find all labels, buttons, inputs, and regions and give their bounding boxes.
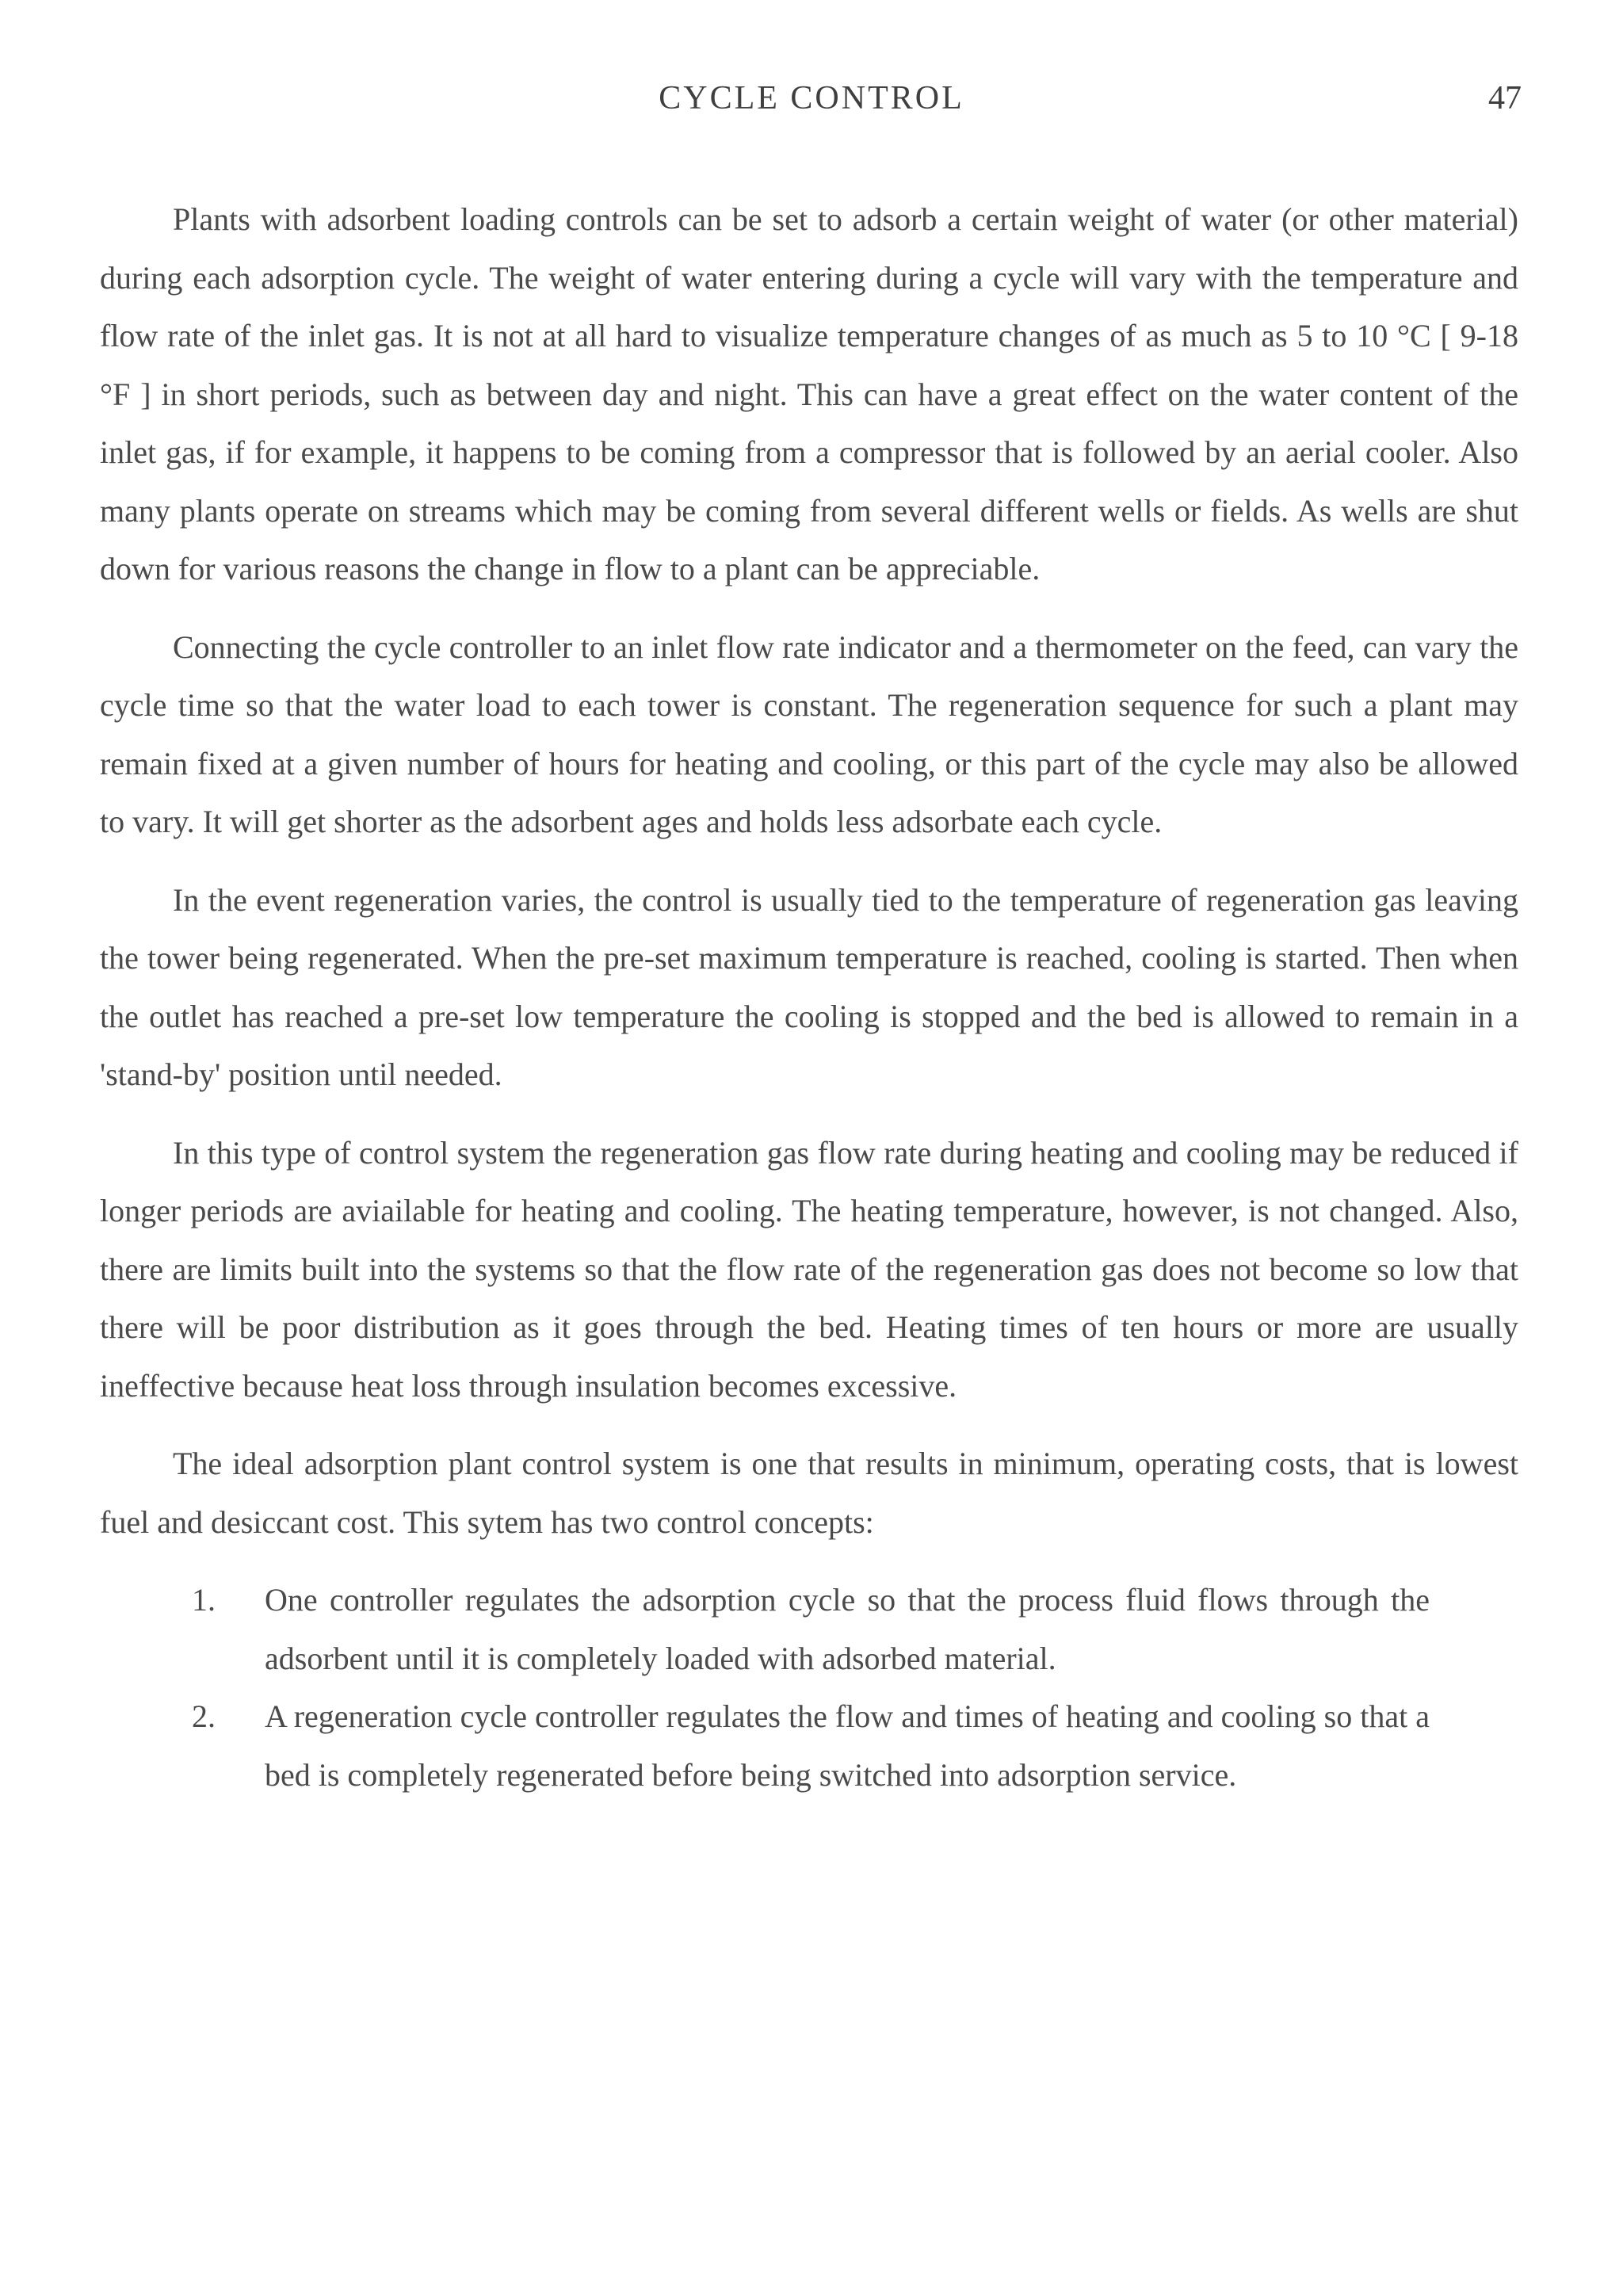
body-text xyxy=(100,190,1518,1804)
paragraph: In this type of control system the regeneration gas flow rate during heating and cooling may be reduced if longer periods are aviailable for heating and cooling. The heating temperature, however, is not changed. Also, there are limits built into the systems so that the flow rate of the regeneration gas does not become so low that there will be poor distribution as it goes through the bed. Heating times of ten hours or more are usually ineffective because heat loss through insulation becomes excessive. xyxy=(100,1134,1518,1404)
list-item-text: A regeneration cycle controller regulates the flow and times of heating and cooling so that a bed is completely regenerated before being switched into adsorption service. xyxy=(265,1698,1430,1793)
list-item-number: 2. xyxy=(192,1698,216,1734)
running-title: CYCLE CONTROL xyxy=(659,80,964,117)
page-number: 47 xyxy=(1488,80,1522,117)
list-item xyxy=(100,1687,1518,1804)
list-item-text: One controller regulates the adsorption cycle so that the process fluid flows through the adsorbent until it is completely loaded with adsorbed material. xyxy=(265,1582,1430,1676)
paragraph: Connecting the cycle controller to an inlet flow rate indicator and a thermometer on the feed, can vary the cycle time so that the water load to each tower is constant. The regeneration sequence for such a plant may remain fixed at a given number of hours for heating and cooling, or this part of the cycle may also be allowed to vary. It will get shorter as the adsorbent ages and holds less adsorbate each cycle. xyxy=(100,628,1518,839)
list-item xyxy=(100,1571,1518,1687)
paragraph: In the event regeneration varies, the control is usually tied to the temperature of regeneration gas leaving the tower being regenerated. When the pre-set maximum temperature is reached, cooling is started. Then when the outlet has reached a pre-set low temperature the cooling is stopped and the bed is allowed to remain in a 'stand-by' position until needed. xyxy=(100,881,1518,1092)
paragraph: Plants with adsorbent loading controls can be set to adsorb a certain weight of water (or other material) during each adsorption cycle. The weight of water entering during a cycle will vary with the temperature and flow rate of the inlet gas. It is not at all hard to visualize temperature changes of as much as 5 to 10 °C [ 9-18 °F ] in short periods, such as between day and night. This can have a great effect on the water content of the inlet gas, if for example, it happens to be coming from a compressor that is followed by an aerial cooler. Also many plants operate on streams which may be coming from several different wells or fields. As wells are shut down for various reasons the change in flow to a plant can be appreciable. xyxy=(100,201,1518,586)
list-item-number: 1. xyxy=(192,1582,216,1618)
running-header xyxy=(0,79,1623,127)
paragraph: The ideal adsorption plant control system is one that results in minimum, operating costs, that is lowest fuel and desiccant cost. This sytem has two control concepts: xyxy=(100,1446,1518,1540)
numbered-list xyxy=(100,1571,1518,1804)
